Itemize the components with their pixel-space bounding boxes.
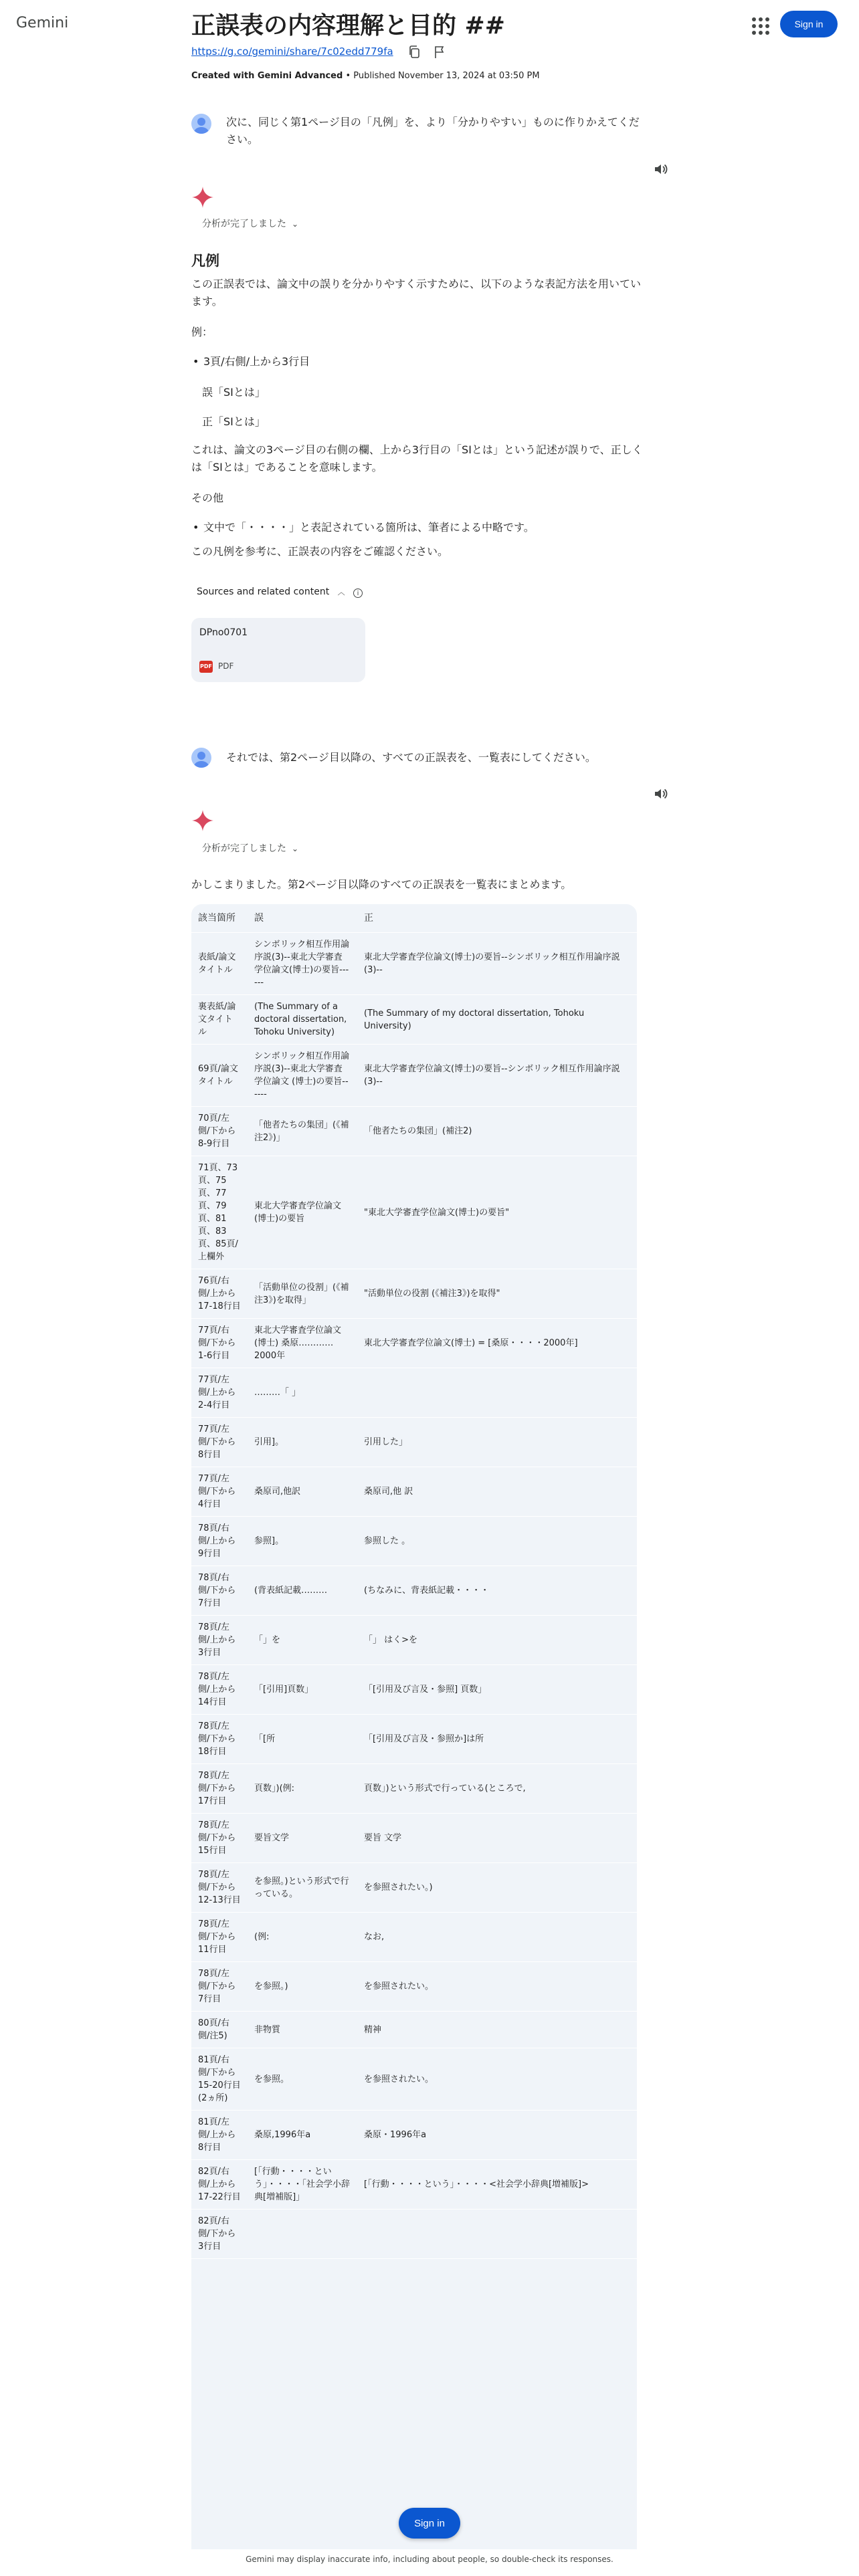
example-label: 例：	[191, 326, 213, 338]
cell-wrong: 東北大学審査学位論文(博士)の要旨	[248, 1156, 357, 1269]
table-row	[191, 1517, 637, 1566]
user-prompt: 次に、同じく第1ページ目の「凡例」を、より「分かりやすい」ものに作りかえてください。	[226, 116, 640, 146]
gemini-logo[interactable]: Gemini	[16, 15, 69, 31]
cell-correct: 「[引用及び言及・参照] 頁数」	[357, 1665, 637, 1715]
table-row	[191, 2048, 637, 2111]
speaker-icon[interactable]	[653, 786, 668, 801]
cell-location: 71頁、73頁、75頁、77頁、79頁、81頁、83頁、85頁/上欄外	[191, 1156, 248, 1269]
cell-wrong: 「活動単位の役割」(《補注3》)を取得」	[248, 1269, 357, 1319]
table-row	[191, 2012, 637, 2048]
cell-wrong: 桑原,1996年a	[248, 2111, 357, 2160]
cell-location: 76頁/右側/上から17-18行目	[191, 1269, 248, 1319]
cell-location: 69頁/論文タイトル	[191, 1045, 248, 1107]
cell-location: 82頁/右側/上から17-22行目	[191, 2160, 248, 2210]
disclaimer: Gemini may display inaccurate info, including about people, so double-check its responses.	[0, 2549, 859, 2576]
example-explanation: これは、論文の3ページ目の右側の欄、上から3行目の「SIとは」という記述が誤りで、正しくは「SIとは」であることを意味します。	[191, 443, 643, 473]
table-row	[191, 933, 637, 995]
source-title: DPno0701	[199, 627, 248, 638]
cell-location: 78頁/左側/下から15行目	[191, 1814, 248, 1863]
cell-location: 78頁/左側/上から3行目	[191, 1616, 248, 1665]
table-row	[191, 1368, 637, 1418]
table-row	[191, 1863, 637, 1913]
cell-correct: を参照されたい。	[357, 2048, 637, 2111]
closing-text: この凡例を参考に、正誤表の内容をご確認ください。	[191, 545, 449, 558]
correct-example: 正「SIとは」	[202, 415, 266, 428]
cell-correct: [「行動・・・・という」・・・・<社会学小辞典[増補版]>	[357, 2160, 637, 2210]
cell-wrong: を参照。	[248, 2048, 357, 2111]
table-row	[191, 1962, 637, 2012]
analysis-label: 分析が完了しました	[202, 843, 286, 854]
cell-correct: 東北大学審査学位論文(博士) = [桑原・・・・2000年]	[357, 1319, 637, 1368]
cell-correct: 参照した 。	[357, 1517, 637, 1566]
cell-location: 78頁/右側/上から9行目	[191, 1517, 248, 1566]
cell-correct: 要旨 文学	[357, 1814, 637, 1863]
table-row	[191, 1045, 637, 1107]
sources-label: Sources and related content	[197, 586, 330, 597]
cell-correct: 「他者たちの集団」(補注2)	[357, 1107, 637, 1156]
cell-wrong: 「他者たちの集団」(《補注2》)」	[248, 1107, 357, 1156]
cell-location: 81頁/右側/下から15-20行目 (2ヵ所)	[191, 2048, 248, 2111]
cell-location: 77頁/左側/下から4行目	[191, 1467, 248, 1517]
table-row	[191, 2210, 637, 2259]
cell-wrong: 要旨文学	[248, 1814, 357, 1863]
cell-wrong	[248, 2210, 357, 2259]
table-row	[191, 1107, 637, 1156]
chevron-up-icon: ︿	[337, 588, 345, 597]
cell-location: 78頁/右側/下から7行目	[191, 1566, 248, 1616]
gemini-spark-icon	[191, 186, 214, 209]
copy-icon[interactable]	[408, 45, 420, 59]
table-row	[191, 1467, 637, 1517]
user-avatar	[191, 748, 211, 768]
table-intro: かしこまりました。第2ページ目以降のすべての正誤表を一覧表にまとめます。	[191, 878, 572, 891]
cell-wrong: ………「 」	[248, 1368, 357, 1418]
table-row	[191, 1566, 637, 1616]
page-title: 正誤表の内容理解と目的 ##	[191, 12, 505, 39]
cell-wrong: シンボリック相互作用論序説(3)--東北大学審査学位論文 (博士)の要旨------	[248, 1045, 357, 1107]
cell-correct: (ちなみに、背表紙記載・・・・	[357, 1566, 637, 1616]
table-row	[191, 1715, 637, 1764]
cell-correct: 東北大学審査学位論文(博士)の要旨--シンボリック相互作用論序説(3)--	[357, 1045, 637, 1107]
table-row	[191, 1913, 637, 1962]
table-row	[191, 2160, 637, 2210]
cell-location: 78頁/左側/上から14行目	[191, 1665, 248, 1715]
table-row	[191, 1616, 637, 1665]
cell-wrong: を参照。)	[248, 1962, 357, 2012]
cell-location: 78頁/左側/下から7行目	[191, 1962, 248, 2012]
cell-wrong: 「[所	[248, 1715, 357, 1764]
table-body	[191, 933, 637, 2259]
published-date: • Published November 13, 2024 at 03:50 PM	[345, 71, 540, 81]
column-header-location: 該当箇所	[191, 904, 248, 933]
table-row	[191, 1764, 637, 1814]
column-header-correct: 正	[357, 904, 637, 933]
response-heading: 凡例	[191, 253, 219, 269]
cell-correct: 桑原・1996年a	[357, 2111, 637, 2160]
cell-wrong: シンボリック相互作用論序説(3)--東北大学審査学位論文(博士)の要旨------	[248, 933, 357, 995]
response-intro: この正誤表では、論文中の誤りを分かりやすく示すために、以下のような表記方法を用いています。	[191, 278, 642, 308]
table-row	[191, 1269, 637, 1319]
speaker-icon[interactable]	[653, 162, 668, 177]
share-link[interactable]: https://g.co/gemini/share/7c02edd779fa	[191, 45, 393, 58]
errata-table	[191, 904, 637, 2576]
analysis-toggle[interactable]	[202, 217, 298, 230]
sign-in-button[interactable]: Sign in	[780, 11, 838, 37]
table-row	[191, 1665, 637, 1715]
cell-wrong: (背表紙記載………	[248, 1566, 357, 1616]
cell-location: 裏表紙/論文タイトル	[191, 995, 248, 1045]
table-row	[191, 1814, 637, 1863]
cell-correct: 頁数」)という形式で行っている(ところで,	[357, 1764, 637, 1814]
cell-correct: 引用した」	[357, 1418, 637, 1467]
cell-correct: 「」 はく>を	[357, 1616, 637, 1665]
source-type: PDF	[218, 661, 234, 671]
column-header-wrong: 誤	[248, 904, 357, 933]
cell-correct: 東北大学審査学位論文(博士)の要旨--シンボリック相互作用論序説(3)--	[357, 933, 637, 995]
cell-location: 77頁/左側/下から8行目	[191, 1418, 248, 1467]
cell-correct: "東北大学審査学位論文(博士)の要旨"	[357, 1156, 637, 1269]
cell-location: 表紙/論文タイトル	[191, 933, 248, 995]
user-avatar	[191, 114, 211, 134]
cell-correct	[357, 1368, 637, 1418]
table-row	[191, 2111, 637, 2160]
cell-wrong: [「行動・・・・という」・・・・「社会学小辞典[増補版]」	[248, 2160, 357, 2210]
flag-icon[interactable]	[434, 45, 446, 59]
analysis-label: 分析が完了しました	[202, 219, 286, 229]
cell-correct: "活動単位の役割 (《補注3》)を取得"	[357, 1269, 637, 1319]
cell-wrong: (The Summary of a doctoral dissertation, Tohoku University)	[248, 995, 357, 1045]
cell-location: 80頁/右側/注5)	[191, 2012, 248, 2048]
cell-correct: 精神	[357, 2012, 637, 2048]
cell-wrong: (例:	[248, 1913, 357, 1962]
other-label: その他	[191, 492, 224, 504]
cell-wrong: を参照。)という形式で行っている。	[248, 1863, 357, 1913]
cell-correct: 桑原司,他 訳	[357, 1467, 637, 1517]
created-with: Created with Gemini Advanced	[191, 71, 343, 81]
cell-correct: 「[引用及び言及・参照か]は所	[357, 1715, 637, 1764]
gemini-spark-icon	[191, 809, 214, 832]
cell-correct: を参照されたい。	[357, 1962, 637, 2012]
bullet-location: • 3頁/右側/上から3行目	[191, 353, 310, 370]
cell-location: 78頁/左側/下から12-13行目	[191, 1863, 248, 1913]
table-row	[191, 1156, 637, 1269]
table-row	[191, 1418, 637, 1467]
cell-location: 82頁/右側/下から3行目	[191, 2210, 248, 2259]
analysis-toggle[interactable]	[202, 841, 298, 855]
wrong-example: 誤「SIとは」	[202, 386, 266, 399]
table-header-row	[191, 904, 637, 933]
cell-wrong: 「[引用]頁数」	[248, 1665, 357, 1715]
cell-correct: を参照されたい。)	[357, 1863, 637, 1913]
cell-location: 70頁/左側/下から8-9行目	[191, 1107, 248, 1156]
sources-toggle[interactable]	[197, 586, 345, 597]
share-meta	[191, 71, 540, 81]
cell-location: 78頁/左側/下から11行目	[191, 1913, 248, 1962]
cell-wrong: 引用]。	[248, 1418, 357, 1467]
cell-location: 78頁/左側/下から17行目	[191, 1764, 248, 1814]
bullet-ellipsis: • 文中で「・・・・」と表記されている箇所は、筆者による中略です。	[191, 519, 535, 536]
cell-wrong: 桑原司,他訳	[248, 1467, 357, 1517]
cell-wrong: 参照]。	[248, 1517, 357, 1566]
cell-correct	[357, 2210, 637, 2259]
cell-wrong: 頁数」)(例:	[248, 1764, 357, 1814]
cell-correct: (The Summary of my doctoral dissertation, Tohoku University)	[357, 995, 637, 1045]
info-icon[interactable]: i	[353, 588, 363, 598]
cell-wrong: 「」を	[248, 1616, 357, 1665]
cell-location: 77頁/左側/上から2-4行目	[191, 1368, 248, 1418]
cell-correct: なお,	[357, 1913, 637, 1962]
cell-wrong: 非物質	[248, 2012, 357, 2048]
pdf-icon: PDF	[199, 661, 213, 673]
cell-location: 81頁/左側/上から8行目	[191, 2111, 248, 2160]
source-card[interactable]	[191, 618, 365, 682]
user-prompt: それでは、第2ページ目以降の、すべての正誤表を、一覧表にしてください。	[226, 751, 596, 764]
chevron-down-icon: ⌄	[292, 844, 299, 853]
floating-sign-in-button[interactable]: Sign in	[399, 2508, 460, 2539]
table-row	[191, 1319, 637, 1368]
apps-grid-icon[interactable]	[749, 15, 768, 33]
chevron-down-icon: ⌄	[292, 219, 299, 229]
cell-location: 77頁/右側/下から1-6行目	[191, 1319, 248, 1368]
cell-location: 78頁/左側/下から18行目	[191, 1715, 248, 1764]
table-row	[191, 995, 637, 1045]
cell-wrong: 東北大学審査学位論文(博士) 桑原…………2000年	[248, 1319, 357, 1368]
